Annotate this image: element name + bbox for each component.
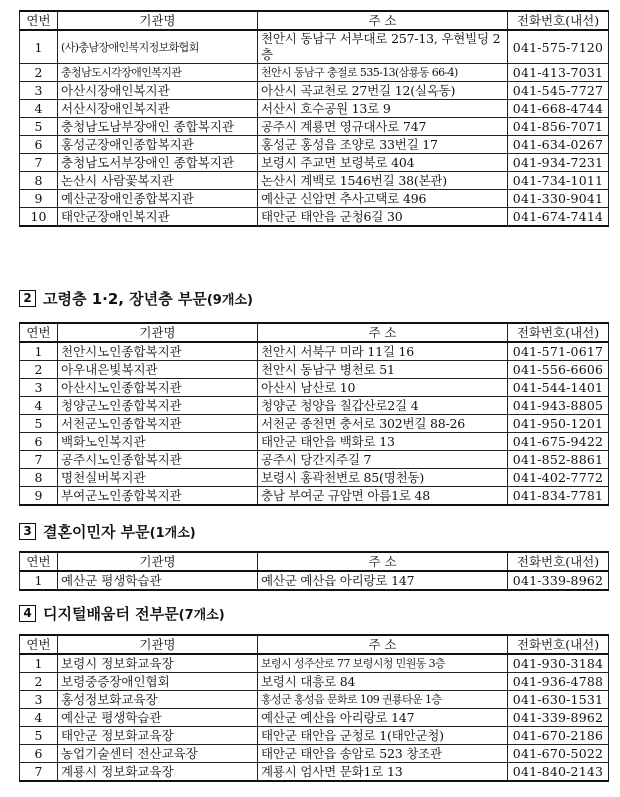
cell-addr: 보령시 성주산로 77 보령시청 민원동 3층 [258,654,508,673]
table-row [20,172,609,190]
cell-num: 6 [20,136,58,154]
cell-tel: 041-670-5022 [508,745,609,763]
cell-addr: 천안시 서북구 미라 11길 16 [258,342,508,361]
column-header-tel: 전화번호(내선) [508,323,609,342]
cell-tel: 041-856-7071 [508,118,609,136]
cell-addr: 예산군 예산읍 아리랑로 147 [258,571,508,590]
table-row [20,451,609,469]
table-row [20,190,609,208]
cell-addr: 서천군 종천면 충서로 302번길 88-26 [258,415,508,433]
cell-org: 농업기술센터 전산교육장 [58,745,258,763]
column-header-addr: 주 소 [258,11,508,30]
column-header-num: 연번 [20,552,58,571]
cell-tel: 041-413-7031 [508,64,609,82]
column-header-addr: 주 소 [258,323,508,342]
table-row [20,82,609,100]
cell-org: 보령중증장애인협회 [58,673,258,691]
cell-num: 3 [20,82,58,100]
cell-org: 계룡시 정보화교육장 [58,763,258,782]
cell-org: 홍성정보화교육장 [58,691,258,709]
cell-addr: 보령시 홍곽천변로 85(명천동) [258,469,508,487]
column-header-org: 기관명 [58,11,258,30]
cell-tel: 041-402-7772 [508,469,609,487]
cell-num: 3 [20,379,58,397]
cell-org: 명천실버복지관 [58,469,258,487]
cell-num: 8 [20,172,58,190]
cell-addr: 예산군 신암면 추사고택로 496 [258,190,508,208]
cell-org: 태안군장애인복지관 [58,208,258,227]
cell-tel: 041-734-1011 [508,172,609,190]
cell-addr: 예산군 예산읍 아리랑로 147 [258,709,508,727]
table-row [20,136,609,154]
cell-addr: 태안군 태안읍 군청로 1(태안군청) [258,727,508,745]
cell-num: 7 [20,763,58,782]
cell-org: 충청남도서부장애인 종합복지관 [58,154,258,172]
cell-tel: 041-834-7781 [508,487,609,506]
cell-addr: 공주시 계룡면 영규대사로 747 [258,118,508,136]
cell-addr: 홍성군 홍성읍 문화로 109 권룡타운 1층 [258,691,508,709]
cell-org: 공주시노인종합복지관 [58,451,258,469]
table-row [20,361,609,379]
cell-org: 아산시노인종합복지관 [58,379,258,397]
cell-org: 서천군노인종합복지관 [58,415,258,433]
cell-tel: 041-545-7727 [508,82,609,100]
table-row [20,673,609,691]
cell-org: 부여군노인종합복지관 [58,487,258,506]
cell-num: 2 [20,673,58,691]
cell-num: 3 [20,691,58,709]
table-row [20,763,609,782]
column-header-org: 기관명 [58,552,258,571]
table-row [20,709,609,727]
cell-num: 7 [20,154,58,172]
cell-tel: 041-630-1531 [508,691,609,709]
cell-num: 5 [20,415,58,433]
cell-addr: 천안시 동남구 서부대로 257-13, 우현빌딩 2층 [258,30,508,64]
table-immigrant-facilities [19,551,609,591]
cell-tel: 041-936-4788 [508,673,609,691]
cell-tel: 041-571-0617 [508,342,609,361]
table-header-row [20,635,609,654]
cell-addr: 천안시 동남구 충절로 535-13(삼룡동 66-4) [258,64,508,82]
table-row [20,30,609,64]
table-row [20,208,609,227]
table-row [20,469,609,487]
cell-addr: 논산시 계백로 1546번길 38(본관) [258,172,508,190]
cell-num: 1 [20,654,58,673]
cell-addr: 계룡시 엄사면 문화1로 13 [258,763,508,782]
cell-org: 논산시 사람꽃복지관 [58,172,258,190]
cell-tel: 041-339-8962 [508,571,609,590]
table-row [20,487,609,506]
table-row [20,342,609,361]
section-heading-elderly [19,288,253,309]
cell-addr: 서산시 호수공원 13로 9 [258,100,508,118]
cell-num: 6 [20,433,58,451]
cell-num: 9 [20,190,58,208]
cell-addr: 보령시 대흥로 84 [258,673,508,691]
table-row [20,415,609,433]
cell-num: 2 [20,64,58,82]
cell-tel: 041-674-7414 [508,208,609,227]
table-digital-facilities [19,634,609,782]
section-title: 고령층 1·2, 장년층 부문 [43,290,207,308]
column-header-tel: 전화번호(내선) [508,635,609,654]
cell-tel: 041-544-1401 [508,379,609,397]
table-disabled-facilities [19,10,609,227]
cell-num: 10 [20,208,58,227]
section-number-box: 2 [19,290,36,307]
cell-tel: 041-668-4744 [508,100,609,118]
cell-org: (사)충남장애인복지정보화협회 [58,30,258,64]
section-heading-immigrants [19,521,196,542]
cell-addr: 충남 부여군 규암면 아름1로 48 [258,487,508,506]
cell-addr: 청양군 청양읍 칠갑산로2길 4 [258,397,508,415]
cell-tel: 041-852-8861 [508,451,609,469]
section-count: (7개소) [178,608,225,623]
cell-org: 백화노인복지관 [58,433,258,451]
cell-tel: 041-943-8805 [508,397,609,415]
table-row [20,745,609,763]
column-header-num: 연번 [20,11,58,30]
cell-num: 1 [20,571,58,590]
cell-org: 홍성군장애인종합복지관 [58,136,258,154]
cell-org: 태안군 정보화교육장 [58,727,258,745]
cell-tel: 041-930-3184 [508,654,609,673]
column-header-addr: 주 소 [258,635,508,654]
cell-tel: 041-934-7231 [508,154,609,172]
cell-tel: 041-556-6606 [508,361,609,379]
section-title: 디지털배움터 전부문 [43,605,179,623]
section-heading-digital [19,603,225,624]
cell-org: 충청남도남부장애인 종합복지관 [58,118,258,136]
cell-addr: 보령시 주교면 보령북로 404 [258,154,508,172]
column-header-tel: 전화번호(내선) [508,11,609,30]
cell-org: 보령시 정보화교육장 [58,654,258,673]
cell-num: 1 [20,342,58,361]
section-count: (9개소) [206,293,253,308]
cell-addr: 태안군 태안읍 백화로 13 [258,433,508,451]
cell-num: 2 [20,361,58,379]
cell-org: 서산시장애인복지관 [58,100,258,118]
cell-org: 예산군장애인종합복지관 [58,190,258,208]
column-header-addr: 주 소 [258,552,508,571]
section-number-box: 4 [19,605,36,622]
cell-org: 예산군 평생학습관 [58,709,258,727]
cell-addr: 아산시 남산로 10 [258,379,508,397]
cell-addr: 천안시 동남구 병천로 51 [258,361,508,379]
cell-tel: 041-675-9422 [508,433,609,451]
column-header-org: 기관명 [58,323,258,342]
table-header-row [20,11,609,30]
table-row [20,397,609,415]
table-row [20,727,609,745]
table-elderly-facilities [19,322,609,506]
cell-addr: 공주시 당간지주길 7 [258,451,508,469]
table-row [20,379,609,397]
table-row [20,433,609,451]
section-count: (1개소) [149,526,196,541]
section-title: 결혼이민자 부문 [43,523,150,541]
cell-tel: 041-634-0267 [508,136,609,154]
cell-num: 4 [20,397,58,415]
cell-num: 8 [20,469,58,487]
cell-tel: 041-840-2143 [508,763,609,782]
cell-num: 9 [20,487,58,506]
cell-tel: 041-330-9041 [508,190,609,208]
cell-num: 6 [20,745,58,763]
column-header-tel: 전화번호(내선) [508,552,609,571]
cell-org: 아산시장애인복지관 [58,82,258,100]
cell-addr: 아산시 곡교천로 27번길 12(실옥동) [258,82,508,100]
cell-num: 7 [20,451,58,469]
table-header-row [20,323,609,342]
cell-addr: 태안군 태안읍 군청6길 30 [258,208,508,227]
table-row [20,118,609,136]
cell-addr: 홍성군 홍성읍 조양로 33번길 17 [258,136,508,154]
table-row [20,154,609,172]
cell-tel: 041-670-2186 [508,727,609,745]
cell-tel: 041-575-7120 [508,30,609,64]
cell-tel: 041-339-8962 [508,709,609,727]
table-row [20,100,609,118]
cell-org: 충청남도시각장애인복지관 [58,64,258,82]
cell-num: 4 [20,100,58,118]
table-row [20,654,609,673]
cell-num: 1 [20,30,58,64]
table-header-row [20,552,609,571]
cell-num: 4 [20,709,58,727]
cell-org: 천안시노인종합복지관 [58,342,258,361]
cell-num: 5 [20,118,58,136]
column-header-num: 연번 [20,635,58,654]
column-header-num: 연번 [20,323,58,342]
cell-org: 아우내은빛복지관 [58,361,258,379]
section-number-box: 3 [19,523,36,540]
cell-addr: 태안군 태안읍 송암로 523 창조관 [258,745,508,763]
cell-tel: 041-950-1201 [508,415,609,433]
cell-org: 예산군 평생학습관 [58,571,258,590]
cell-org: 청양군노인종합복지관 [58,397,258,415]
cell-num: 5 [20,727,58,745]
column-header-org: 기관명 [58,635,258,654]
table-row [20,64,609,82]
table-row [20,691,609,709]
table-row [20,571,609,590]
